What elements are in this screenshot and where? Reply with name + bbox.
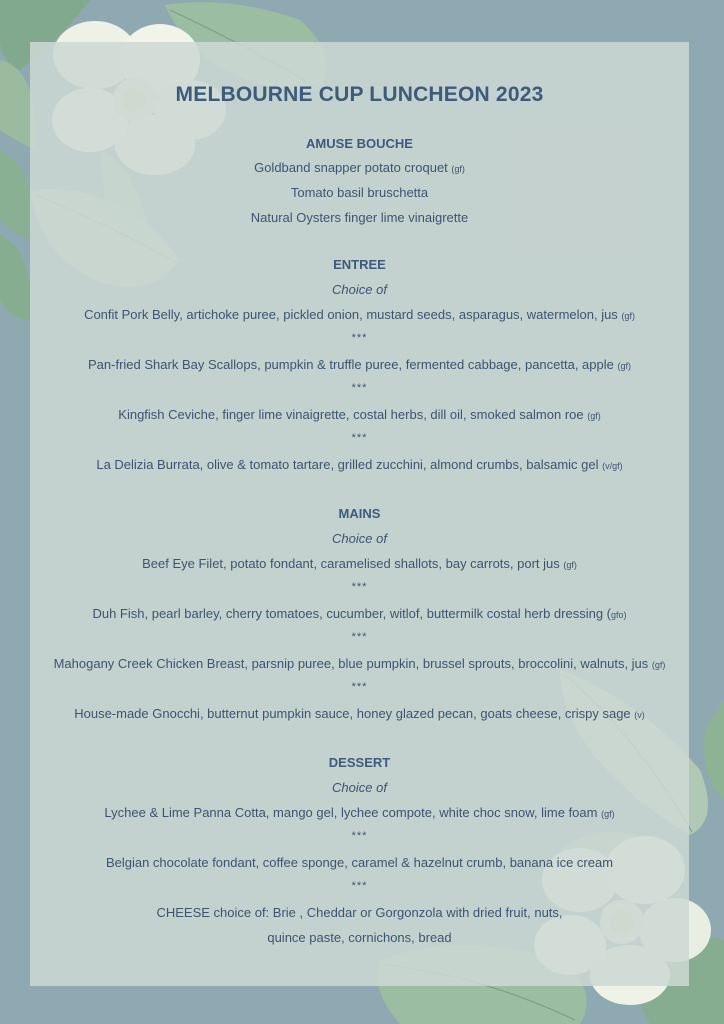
separator: *** bbox=[351, 332, 368, 344]
menu-item: Kingfish Ceviche, finger lime vinaigrette, costal herbs, dill oil, smoked salmon roe (gf) bbox=[118, 407, 601, 422]
menu-item: House-made Gnocchi, butternut pumpkin sauce, honey glazed pecan, goats cheese, crispy sage (v) bbox=[74, 706, 645, 721]
menu-item: Mahogany Creek Chicken Breast, parsnip puree, blue pumpkin, brussel sprouts, broccolini, walnuts, jus (gf) bbox=[53, 656, 666, 671]
mains-heading: MAINS bbox=[338, 506, 381, 521]
choice-label: Choice of bbox=[332, 282, 387, 297]
separator: *** bbox=[351, 880, 368, 892]
menu-item: Pan-fried Shark Bay Scallops, pumpkin & truffle puree, fermented cabbage, pancetta, apple (gf) bbox=[88, 357, 631, 372]
separator: *** bbox=[351, 382, 368, 394]
page-title: MELBOURNE CUP LUNCHEON 2023 bbox=[175, 83, 544, 106]
entree-heading: ENTREE bbox=[333, 257, 386, 272]
menu-content bbox=[30, 42, 689, 986]
choice-label: Choice of bbox=[332, 531, 387, 546]
choice-label: Choice of bbox=[332, 780, 387, 795]
menu-item: Duh Fish, pearl barley, cherry tomatoes, cucumber, witlof, buttermilk costal herb dressing (gfo) bbox=[92, 606, 627, 621]
menu-item: La Delizia Burrata, olive & tomato tartare, grilled zucchini, almond crumbs, balsamic gel (v/gf) bbox=[96, 457, 623, 472]
separator: *** bbox=[351, 432, 368, 444]
menu-item: CHEESE choice of: Brie , Cheddar or Gorgonzola with dried fruit, nuts, bbox=[156, 905, 563, 920]
separator: *** bbox=[351, 830, 368, 842]
menu-item: Confit Pork Belly, artichoke puree, pickled onion, mustard seeds, asparagus, watermelon, jus (gf) bbox=[84, 307, 635, 322]
menu-item: Beef Eye Filet, potato fondant, caramelised shallots, bay carrots, port jus (gf) bbox=[142, 556, 577, 571]
separator: *** bbox=[351, 581, 368, 593]
menu-item: Tomato basil bruschetta bbox=[290, 185, 429, 200]
menu-item: quince paste, cornichons, bread bbox=[267, 930, 452, 945]
amuse-heading: AMUSE BOUCHE bbox=[306, 136, 413, 151]
separator: *** bbox=[351, 631, 368, 643]
menu-item: Natural Oysters finger lime vinaigrette bbox=[250, 210, 469, 225]
menu-item: Lychee & Lime Panna Cotta, mango gel, lychee compote, white choc snow, lime foam (gf) bbox=[104, 805, 615, 820]
dessert-heading: DESSERT bbox=[328, 755, 391, 770]
menu-item: Goldband snapper potato croquet (gf) bbox=[254, 160, 465, 175]
separator: *** bbox=[351, 681, 368, 693]
menu-item: Belgian chocolate fondant, coffee sponge, caramel & hazelnut crumb, banana ice cream bbox=[105, 855, 614, 870]
